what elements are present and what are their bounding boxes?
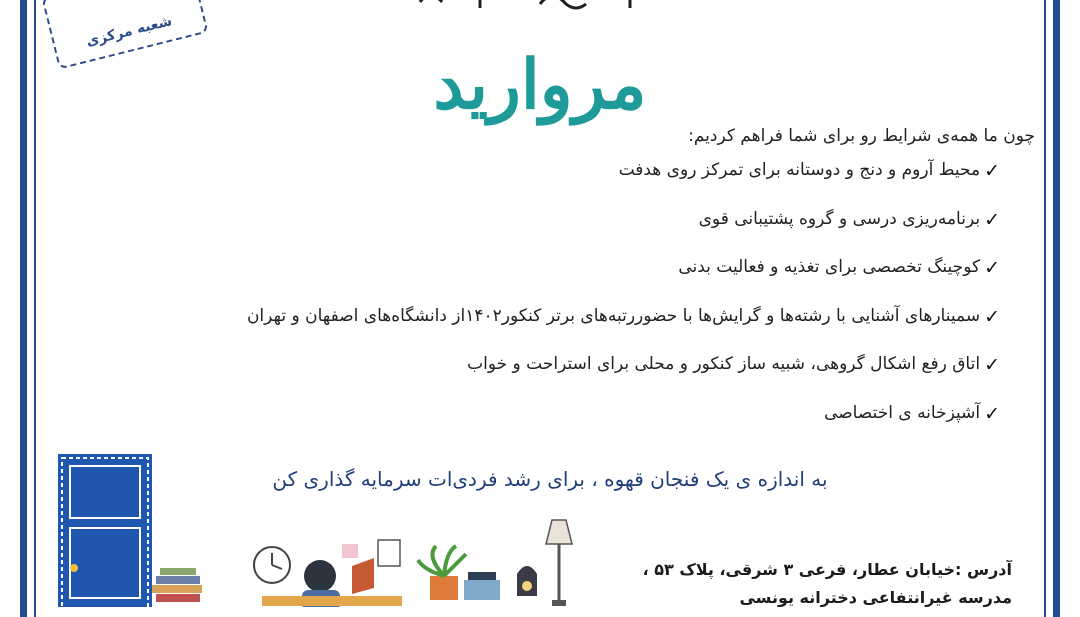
address-block	[572, 556, 1012, 612]
feature-item: ✓ کوچینگ تخصصی برای تغذیه و فعالیت بدنی	[678, 257, 1000, 279]
clock-icon	[254, 547, 290, 583]
check-icon: ✓	[984, 160, 1000, 182]
check-icon: ✓	[984, 354, 1000, 376]
feature-item: ✓ آشپزخانه ی اختصاصی	[824, 402, 1000, 425]
feature-item: ✓ اتاق رفع اشکال گروهی، شبیه ساز کنکور و محلی برای استراحت و خواب	[467, 354, 1000, 376]
books-icon	[152, 568, 202, 602]
slogan-text: به اندازه ی یک فنجان قهوه ، برای رشد فردی‌ات سرمایه گذاری کن	[272, 467, 828, 491]
intro-text: چون ما همه‌ی شرایط رو برای شما فراهم کردیم:	[688, 126, 1035, 146]
lantern-icon	[517, 566, 537, 596]
top-title-cropped	[280, 0, 800, 21]
door-icon	[58, 454, 152, 607]
check-icon: ✓	[984, 402, 1000, 425]
stamp-label: شعبه مرکزی	[84, 13, 174, 50]
brand-title: مروارید	[433, 45, 647, 125]
check-icon: ✓	[984, 257, 1000, 279]
lamp-icon	[546, 520, 572, 606]
feature-item: ✓ محیط آروم و دنج و دوستانه برای تمرکز روی هدفت	[618, 160, 1000, 182]
feature-item: ✓ سمینارهای آشنایی با رشته‌ها و گرایش‌ها با حضوررتبه‌های برتر کنکور۱۴۰۲از دانشگاه‌های اصفهان و تهران	[246, 305, 1000, 328]
check-icon: ✓	[984, 208, 1000, 231]
features-list	[140, 160, 1000, 451]
study-room-illustration	[52, 448, 612, 607]
books-icon	[464, 572, 500, 600]
address-line-2: مدرسه غیرانتفاعی دخترانه یونسی	[739, 588, 1012, 607]
cropped-heading-glyphs	[280, 0, 800, 14]
feature-item: ✓ برنامه‌ریزی درسی و گروه پشتیبانی قوی	[698, 208, 1000, 231]
address-line-1: آدرس :خیابان عطار، فرعی ۳ شرقی، پلاک ۵۳ ،	[642, 560, 1012, 579]
plant-icon	[418, 546, 466, 600]
check-icon: ✓	[984, 305, 1000, 328]
